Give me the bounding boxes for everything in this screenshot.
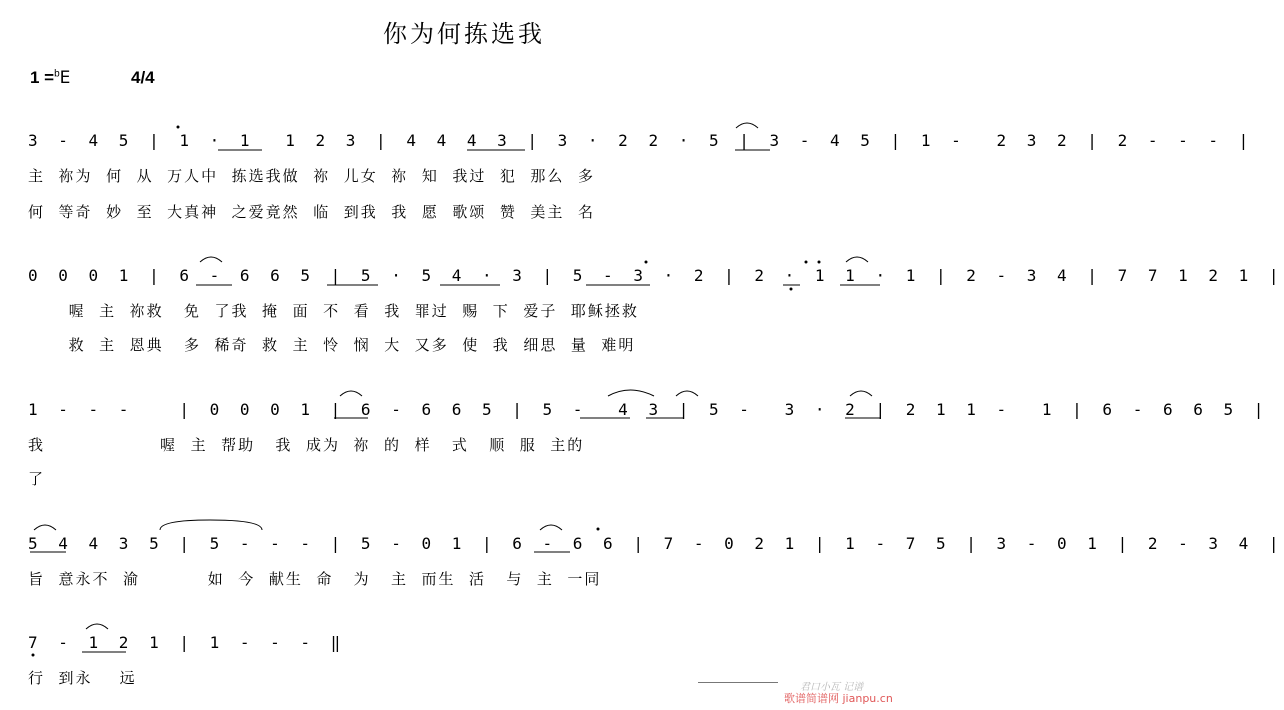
flat-symbol: b xyxy=(54,68,60,80)
time-signature: 4/4 xyxy=(131,68,155,87)
notation-line-4: 5 4 4 3 5 | 5 - - - | 5 - 0 1 | 6 - 6 6 | 7 - 0 2 1 | 1 - 7 5 | 3 - 0 1 | 2 - 3 4 | xyxy=(28,534,1284,553)
lyric-line-3-verse-1: 我 喔 主 帮助 我 成为 祢 的 样 式 顺 服 主的 xyxy=(28,436,585,454)
transcriber-signature: 君口小瓦 记谱 xyxy=(800,682,864,693)
lyric-line-4-verse-1: 旨 意永不 渝 如 今 献生 命 为 主 而生 活 与 主 一同 xyxy=(28,570,602,588)
lyric-line-2-verse-2: 救 主 恩典 多 稀奇 救 主 怜 悯 大 又多 使 我 细思 量 难明 xyxy=(28,336,636,354)
notation-line-5: 7 - 1 2 1 | 1 - - - ‖ xyxy=(28,633,346,652)
lyric-line-1-verse-2: 何 等奇 妙 至 大真神 之爱竟然 临 到我 我 愿 歌颂 赞 美主 名 xyxy=(28,203,595,221)
lyric-line-3-verse-2: 了 xyxy=(28,470,46,488)
lyric-line-1-verse-1: 主 祢为 何 从 万人中 拣选我做 祢 儿女 祢 知 我过 犯 那么 多 xyxy=(28,167,595,185)
notation-line-3: 1 - - - | 0 0 0 1 | 6 - 6 6 5 | 5 - 4 3 | 5 - 3 · 2 | 2 1 1 - 1 | 6 - 6 6 5 | xyxy=(28,400,1269,419)
site-watermark: 歌谱简谱网 jianpu.cn xyxy=(784,692,893,705)
lyric-line-2-verse-1: 喔 主 祢救 免 了我 掩 面 不 看 我 罪过 赐 下 爱子 耶稣拯救 xyxy=(28,302,639,320)
notation-line-1: 3 - 4 5 | 1 · 1 1 2 3 | 4 4 4 3 | 3 · 2 2 · 5 | 3 - 4 5 | 1 - 2 3 2 | 2 - - - | xyxy=(28,131,1254,150)
key-signature xyxy=(30,68,70,88)
notation-line-2: 0 0 0 1 | 6 - 6 6 5 | 5 · 5 4 · 3 | 5 - 3 · 2 | 2 · 1 1 · 1 | 2 - 3 4 | 7 7 1 2 1 | xyxy=(28,266,1284,285)
song-title: 你为何拣选我 xyxy=(383,20,545,48)
lyric-line-5-verse-1: 行 到永 远 xyxy=(28,669,137,687)
footer-rule xyxy=(698,682,778,683)
key-prefix: 1 = xyxy=(30,68,55,87)
key-note: E xyxy=(59,68,71,88)
